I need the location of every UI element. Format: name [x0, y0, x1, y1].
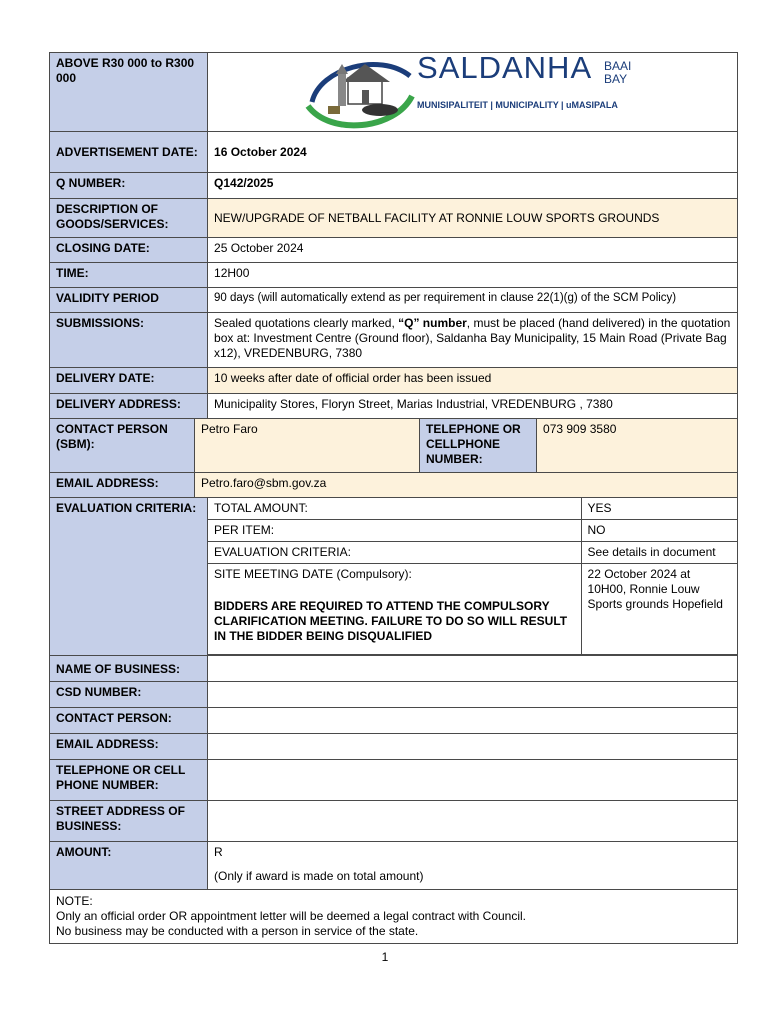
name-of-business-field[interactable] — [208, 656, 738, 682]
telephone-value: 073 909 3580 — [537, 419, 738, 473]
street-address-field[interactable] — [208, 801, 738, 842]
evaluation-row-label: EVALUATION CRITERIA: — [208, 542, 581, 564]
range-title: ABOVE R30 000 to R300 000 — [50, 53, 208, 132]
bidder-contact-person-field[interactable] — [208, 708, 738, 734]
site-meeting-label: SITE MEETING DATE (Compulsory): — [214, 567, 412, 581]
bidder-phone-field[interactable] — [208, 760, 738, 801]
evaluation-row — [208, 542, 737, 564]
q-number-value: Q142/2025 — [208, 173, 738, 199]
telephone-label: TELEPHONE OR CELLPHONE NUMBER: — [420, 419, 537, 473]
site-meeting-cell — [208, 564, 581, 655]
amount-field[interactable] — [208, 842, 738, 890]
evaluation-criteria-cell — [208, 498, 738, 656]
description-value: NEW/UPGRADE OF NETBALL FACILITY AT RONNIE LOUW SPORTS GROUNDS — [208, 199, 738, 238]
closing-date-label: CLOSING DATE: — [50, 238, 208, 263]
bidders-notice: BIDDERS ARE REQUIRED TO ATTEND THE COMPULSORY CLARIFICATION MEETING. FAILURE TO DO SO WILL RESULT IN THE BIDDER BEING DISQUALIFIED — [214, 599, 568, 643]
evaluation-row — [208, 498, 737, 520]
validity-period-value: 90 days (will automatically extend as per requirement in clause 22(1)(g) of the SCM Policy) — [208, 288, 738, 313]
submissions-value: Sealed quotations clearly marked, “Q” number, must be placed (hand delivered) in the quotation box at: Investment Centre (Ground floor), Saldanha Bay Municipality, 15 Main Road (Private Bag x12), VREDENBURG, 7380 — [208, 313, 738, 368]
saldanha-bay-logo — [300, 50, 645, 130]
evaluation-row-value: YES — [581, 498, 737, 520]
time-value: 12H00 — [208, 263, 738, 288]
evaluation-criteria-table — [208, 498, 737, 655]
time-label: TIME: — [50, 263, 208, 288]
street-address-label: STREET ADDRESS OF BUSINESS: — [50, 801, 208, 842]
site-meeting-row — [208, 564, 737, 655]
bidder-email-label: EMAIL ADDRESS: — [50, 734, 208, 760]
evaluation-criteria-label: EVALUATION CRITERIA: — [50, 498, 208, 656]
email-value: Petro.faro@sbm.gov.za — [195, 473, 738, 498]
delivery-date-value: 10 weeks after date of official order has been issued — [208, 368, 738, 394]
delivery-date-label: DELIVERY DATE: — [50, 368, 208, 394]
description-label: DESCRIPTION OF GOODS/SERVICES: — [50, 199, 208, 238]
note-box — [50, 890, 738, 944]
csd-number-label: CSD NUMBER: — [50, 682, 208, 708]
bidder-email-field[interactable] — [208, 734, 738, 760]
q-number-label: Q NUMBER: — [50, 173, 208, 199]
page-number: 1 — [381, 950, 389, 964]
advertisement-date-label: ADVERTISEMENT DATE: — [50, 132, 208, 173]
delivery-address-value: Municipality Stores, Floryn Street, Marias Industrial, VREDENBURG , 7380 — [208, 394, 738, 419]
validity-period-label: VALIDITY PERIOD — [50, 288, 208, 313]
municipality-logo-cell — [208, 50, 738, 132]
evaluation-row-label: TOTAL AMOUNT: — [208, 498, 581, 520]
note-title: NOTE: — [56, 894, 93, 908]
amount-note: (Only if award is made on total amount) — [214, 869, 424, 883]
advertisement-date-value: 16 October 2024 — [208, 132, 738, 173]
note-line-1: Only an official order OR appointment letter will be deemed a legal contract with Council. — [56, 909, 527, 923]
logo-tagline: MUNISIPALITEIT | MUNICIPALITY | uMASIPALA — [417, 100, 618, 110]
csd-number-field[interactable] — [208, 682, 738, 708]
closing-date-value: 25 October 2024 — [208, 238, 738, 263]
email-label: EMAIL ADDRESS: — [50, 473, 195, 498]
evaluation-row-label: PER ITEM: — [208, 520, 581, 542]
name-of-business-label: NAME OF BUSINESS: — [50, 656, 208, 682]
evaluation-row-value: NO — [581, 520, 737, 542]
delivery-address-label: DELIVERY ADDRESS: — [50, 394, 208, 419]
evaluation-row — [208, 520, 737, 542]
submissions-label: SUBMISSIONS: — [50, 313, 208, 368]
note-line-2: No business may be conducted with a person in service of the state. — [56, 924, 419, 938]
contact-person-value: Petro Faro — [195, 419, 420, 473]
bidder-phone-label: TELEPHONE OR CELL PHONE NUMBER: — [50, 760, 208, 801]
logo-baai-bay-text: BAAI BAY — [604, 59, 632, 86]
contact-person-label: CONTACT PERSON (SBM): — [50, 419, 195, 473]
amount-label: AMOUNT: — [50, 842, 208, 890]
bidder-contact-person-label: CONTACT PERSON: — [50, 708, 208, 734]
evaluation-row-value: See details in document — [581, 542, 737, 564]
quotation-form-table — [49, 52, 738, 944]
amount-currency: R — [214, 845, 223, 859]
logo-brand-text: SALDANHA — [417, 50, 593, 85]
site-meeting-value: 22 October 2024 at 10H00, Ronnie Louw Sports grounds Hopefield — [581, 564, 737, 655]
